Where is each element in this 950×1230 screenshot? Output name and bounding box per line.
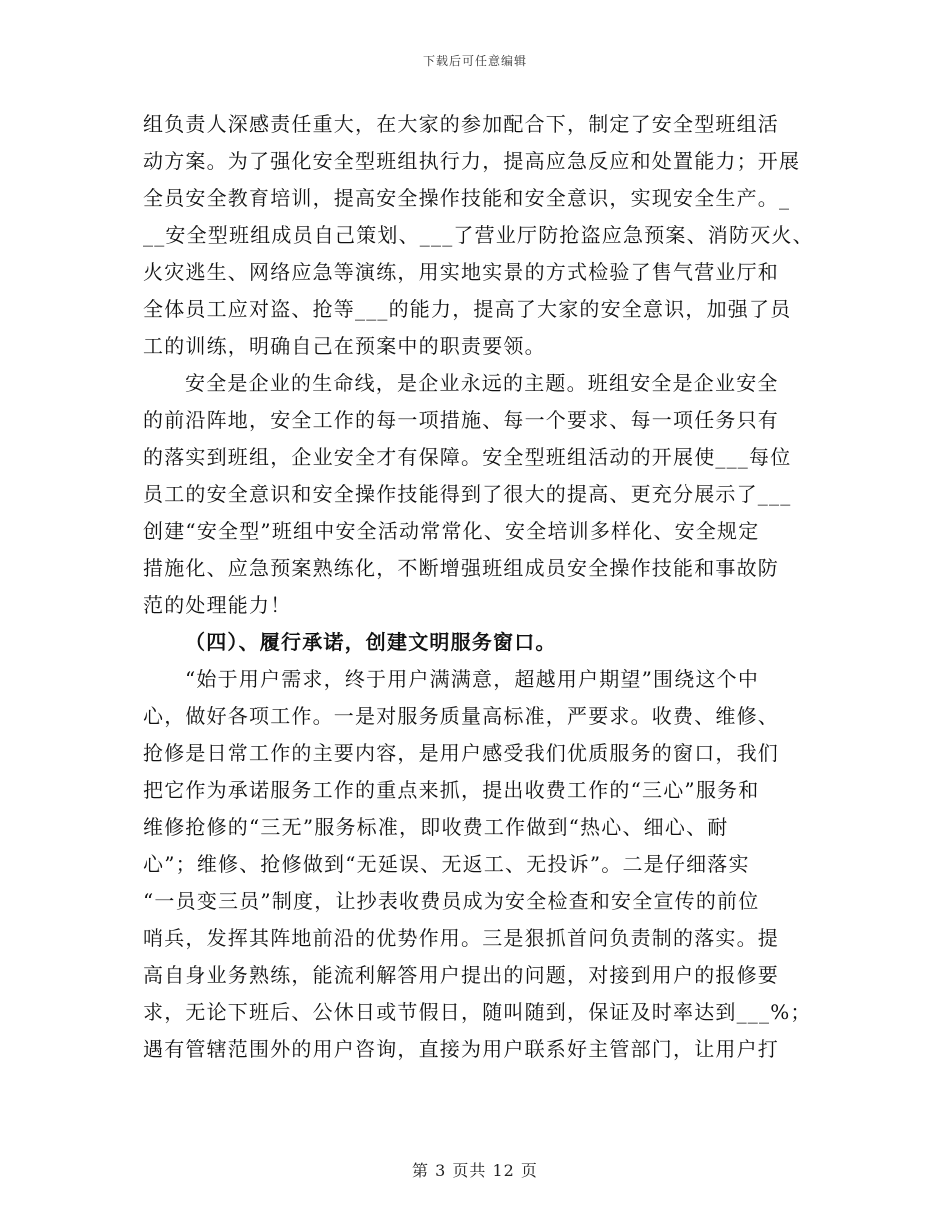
text-line: 措施化、应急预案熟练化，不断增强班组成员安全操作技能和事故防	[143, 556, 779, 580]
paragraph-start-line: “始于用户需求，终于用户满满意，超越用户期望”围绕这个中	[185, 667, 760, 691]
text-line: 把它作为承诺服务工作的重点来抓，提出收费工作的“三心”服务和	[143, 778, 760, 802]
text-line: 抢修是日常工作的主要内容，是用户感受我们优质服务的窗口，我们	[143, 741, 779, 765]
text-line: 求，无论下班后、公休日或节假日，随叫随到，保证及时率达到___%；	[143, 1000, 812, 1024]
text-line: __安全型班组成员自己策划、___了营业厅防抢盗应急预案、消防灭火、	[143, 223, 814, 247]
text-line: 全体员工应对盗、抢等___的能力，提高了大家的安全意识，加强了员	[143, 297, 792, 321]
text-line: 员工的安全意识和安全操作技能得到了很大的提高、更充分展示了___	[143, 482, 792, 506]
page-header: 下载后可任意编辑	[422, 54, 527, 68]
text-line: 心，做好各项工作。一是对服务质量高标准，严要求。收费、维修、	[143, 704, 779, 728]
text-line: 哨兵，发挥其阵地前沿的优势作用。三是狠抓首问负责制的落实。提	[143, 926, 779, 950]
text-line: 范的处理能力！	[143, 593, 292, 617]
text-line: 动方案。为了强化安全型班组执行力，提高应急反应和处置能力；开展	[143, 149, 801, 173]
text-line: 遇有管辖范围外的用户咨询，直接为用户联系好主管部门，让用户打	[143, 1037, 779, 1061]
section-heading: （四）、履行承诺，创建文明服务窗口。	[185, 630, 557, 654]
text-line: 维修抢修的“三无”服务标准，即收费工作做到“热心、细心、耐	[143, 815, 729, 839]
text-line: 火灾逃生、网络应急等演练，用实地实景的方式检验了售气营业厅和	[143, 260, 779, 284]
text-line: 心”；维修、抢修做到“无延误、无返工、无投诉”。二是仔细落实	[143, 852, 750, 876]
text-line: 高自身业务熟练，能流利解答用户提出的问题，对接到用户的报修要	[143, 963, 779, 987]
text-line: 组负责人深感责任重大，在大家的参加配合下，制定了安全型班组活	[143, 112, 779, 136]
page-number: 第 3 页共 12 页	[412, 1161, 538, 1180]
text-line: 的落实到班组，企业安全才有保障。安全型班组活动的开展使___每位	[143, 445, 792, 469]
text-line: 全员安全教育培训，提高安全操作技能和安全意识，实现安全生产。_	[143, 186, 791, 210]
text-line: 的前沿阵地，安全工作的每一项措施、每一个要求、每一项任务只有	[143, 408, 779, 432]
document-body	[143, 106, 823, 1068]
text-line: 工的训练，明确自己在预案中的职责要领。	[143, 334, 546, 358]
paragraph-start-line: 安全是企业的生命线，是企业永远的主题。班组安全是企业安全	[185, 371, 779, 395]
text-line: 创建“安全型”班组中安全活动常常化、安全培训多样化、安全规定	[143, 519, 760, 543]
text-line: “一员变三员”制度，让抄表收费员成为安全检查和安全宣传的前位	[143, 889, 760, 913]
